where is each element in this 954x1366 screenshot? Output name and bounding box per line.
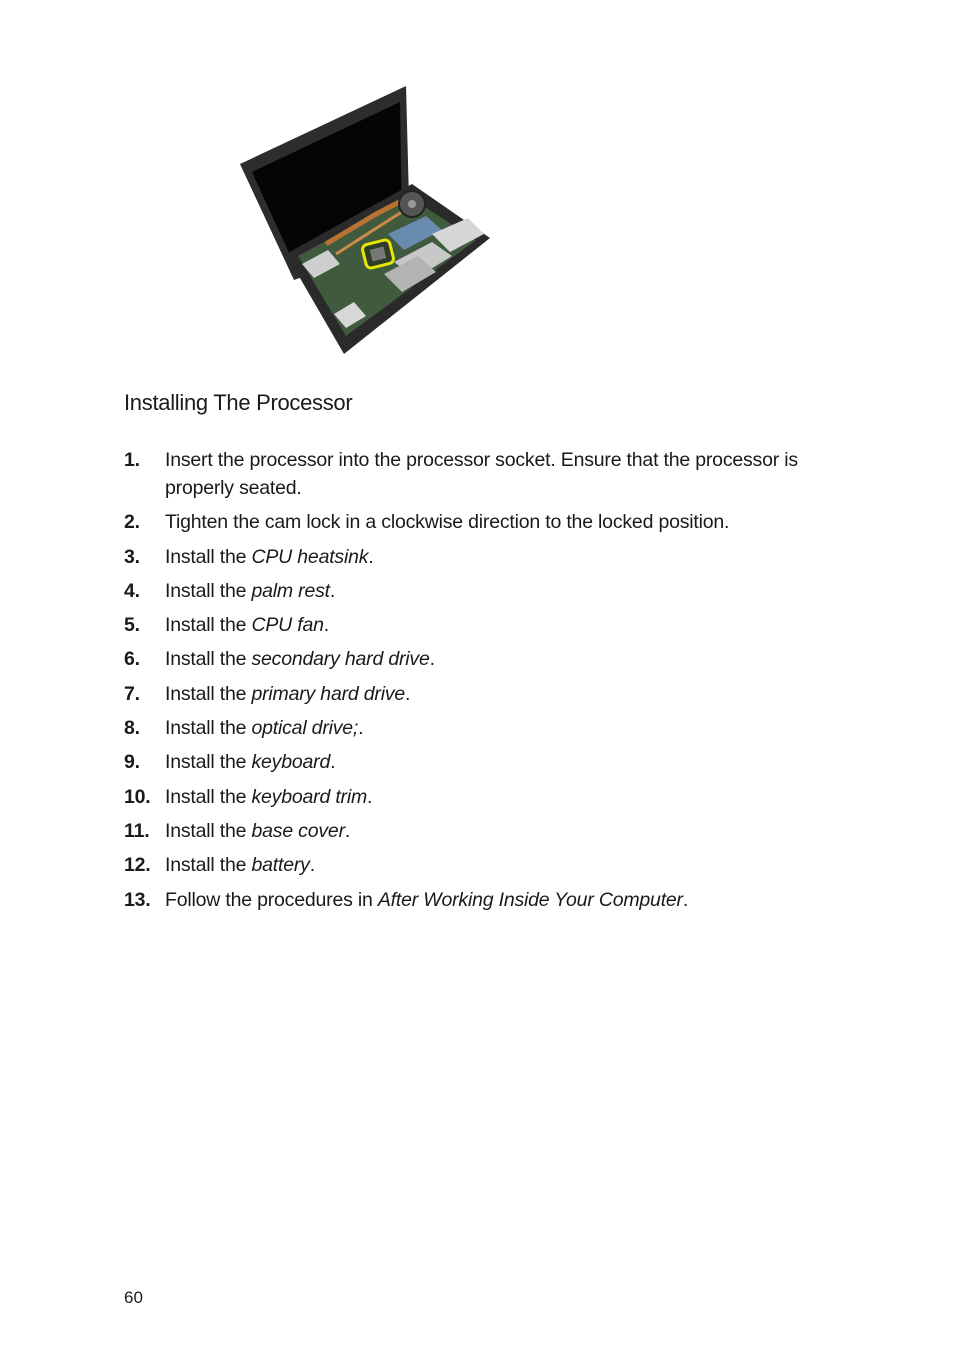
- step-text-lead: Tighten the cam lock in a clockwise direction to the locked position.: [165, 511, 730, 534]
- step-reference-link[interactable]: secondary hard drive: [251, 648, 430, 671]
- step-5: [124, 611, 864, 639]
- step-1: [124, 446, 864, 502]
- step-reference-link[interactable]: primary hard drive: [251, 682, 406, 705]
- laptop-illustration: [236, 84, 492, 358]
- step-7: [124, 680, 864, 708]
- step-text: [165, 714, 864, 742]
- step-number: 1.: [124, 449, 140, 471]
- step-6: [124, 645, 864, 673]
- step-text: [165, 748, 864, 776]
- step-reference-link[interactable]: After Working Inside Your Computer: [377, 888, 683, 911]
- step-text-lead: Install the: [165, 785, 252, 808]
- step-text: [165, 851, 864, 879]
- step-8: [124, 714, 864, 742]
- step-text-tail: .: [367, 785, 373, 808]
- step-text-tail: .: [330, 751, 336, 774]
- step-reference-link[interactable]: keyboard: [251, 751, 331, 774]
- step-number: 12.: [124, 854, 151, 877]
- step-text: [165, 783, 864, 811]
- step-reference-link[interactable]: battery: [251, 854, 310, 877]
- step-text-tail: .: [329, 579, 336, 602]
- step-text: [165, 680, 864, 708]
- step-number: 5.: [124, 614, 140, 637]
- step-text-tail: .: [358, 717, 364, 740]
- steps-list: [124, 446, 864, 920]
- step-number: 9.: [124, 751, 140, 774]
- step-text: [165, 446, 864, 502]
- step-reference-link[interactable]: palm rest: [251, 579, 330, 602]
- step-text: [165, 577, 864, 605]
- step-number: 2.: [124, 511, 140, 534]
- step-reference-link[interactable]: CPU heatsink: [251, 545, 369, 568]
- step-reference-link[interactable]: optical drive;: [251, 717, 359, 740]
- step-number: 4.: [124, 579, 140, 602]
- step-text-tail: .: [682, 888, 689, 911]
- step-13: [124, 886, 864, 914]
- page-number: 60: [124, 1288, 143, 1307]
- step-11: [124, 817, 864, 845]
- step-text-lead: Install the: [165, 819, 252, 842]
- step-text-lead: Install the: [165, 648, 252, 671]
- step-text-tail: .: [405, 682, 411, 705]
- step-reference-link[interactable]: CPU fan: [251, 614, 324, 637]
- step-text-tail: .: [344, 819, 351, 842]
- step-text-lead: Install the: [165, 579, 252, 602]
- step-text-lead: Install the: [165, 717, 252, 740]
- step-number: 7.: [124, 682, 140, 705]
- step-3: [124, 543, 864, 571]
- section-title: Installing The Processor: [124, 390, 353, 415]
- step-text-lead: Follow the procedures in: [165, 888, 378, 911]
- step-text-tail: .: [368, 545, 374, 568]
- step-reference-link[interactable]: base cover: [251, 819, 345, 842]
- step-text: [165, 508, 864, 536]
- step-text-lead: Install the: [165, 545, 252, 568]
- step-10: [124, 783, 864, 811]
- step-text-lead: Insert the processor into the processor socket. Ensure that the processor is properly seated.: [165, 449, 798, 499]
- step-text: [165, 543, 864, 571]
- step-text-lead: Install the: [165, 682, 252, 705]
- step-text-tail: .: [429, 648, 435, 671]
- step-number: 11.: [124, 819, 150, 842]
- step-number: 8.: [124, 717, 140, 740]
- step-text-tail: .: [309, 854, 315, 877]
- fan-hub: [408, 200, 416, 208]
- step-number: 10.: [124, 785, 151, 808]
- step-number: 13.: [124, 888, 151, 911]
- step-text-lead: Install the: [165, 854, 252, 877]
- step-text: [165, 645, 864, 673]
- step-reference-link[interactable]: keyboard trim: [251, 785, 368, 808]
- step-text-tail: .: [323, 614, 329, 637]
- step-number: 6.: [124, 648, 140, 671]
- step-text: [165, 817, 864, 845]
- step-4: [124, 577, 864, 605]
- step-2: [124, 508, 864, 536]
- step-9: [124, 748, 864, 776]
- step-text: [165, 886, 864, 914]
- step-text: [165, 611, 864, 639]
- laptop-processor-figure: [236, 84, 492, 358]
- step-text-lead: Install the: [165, 751, 252, 774]
- step-text-lead: Install the: [165, 614, 252, 637]
- step-12: [124, 851, 864, 879]
- step-number: 3.: [124, 545, 140, 568]
